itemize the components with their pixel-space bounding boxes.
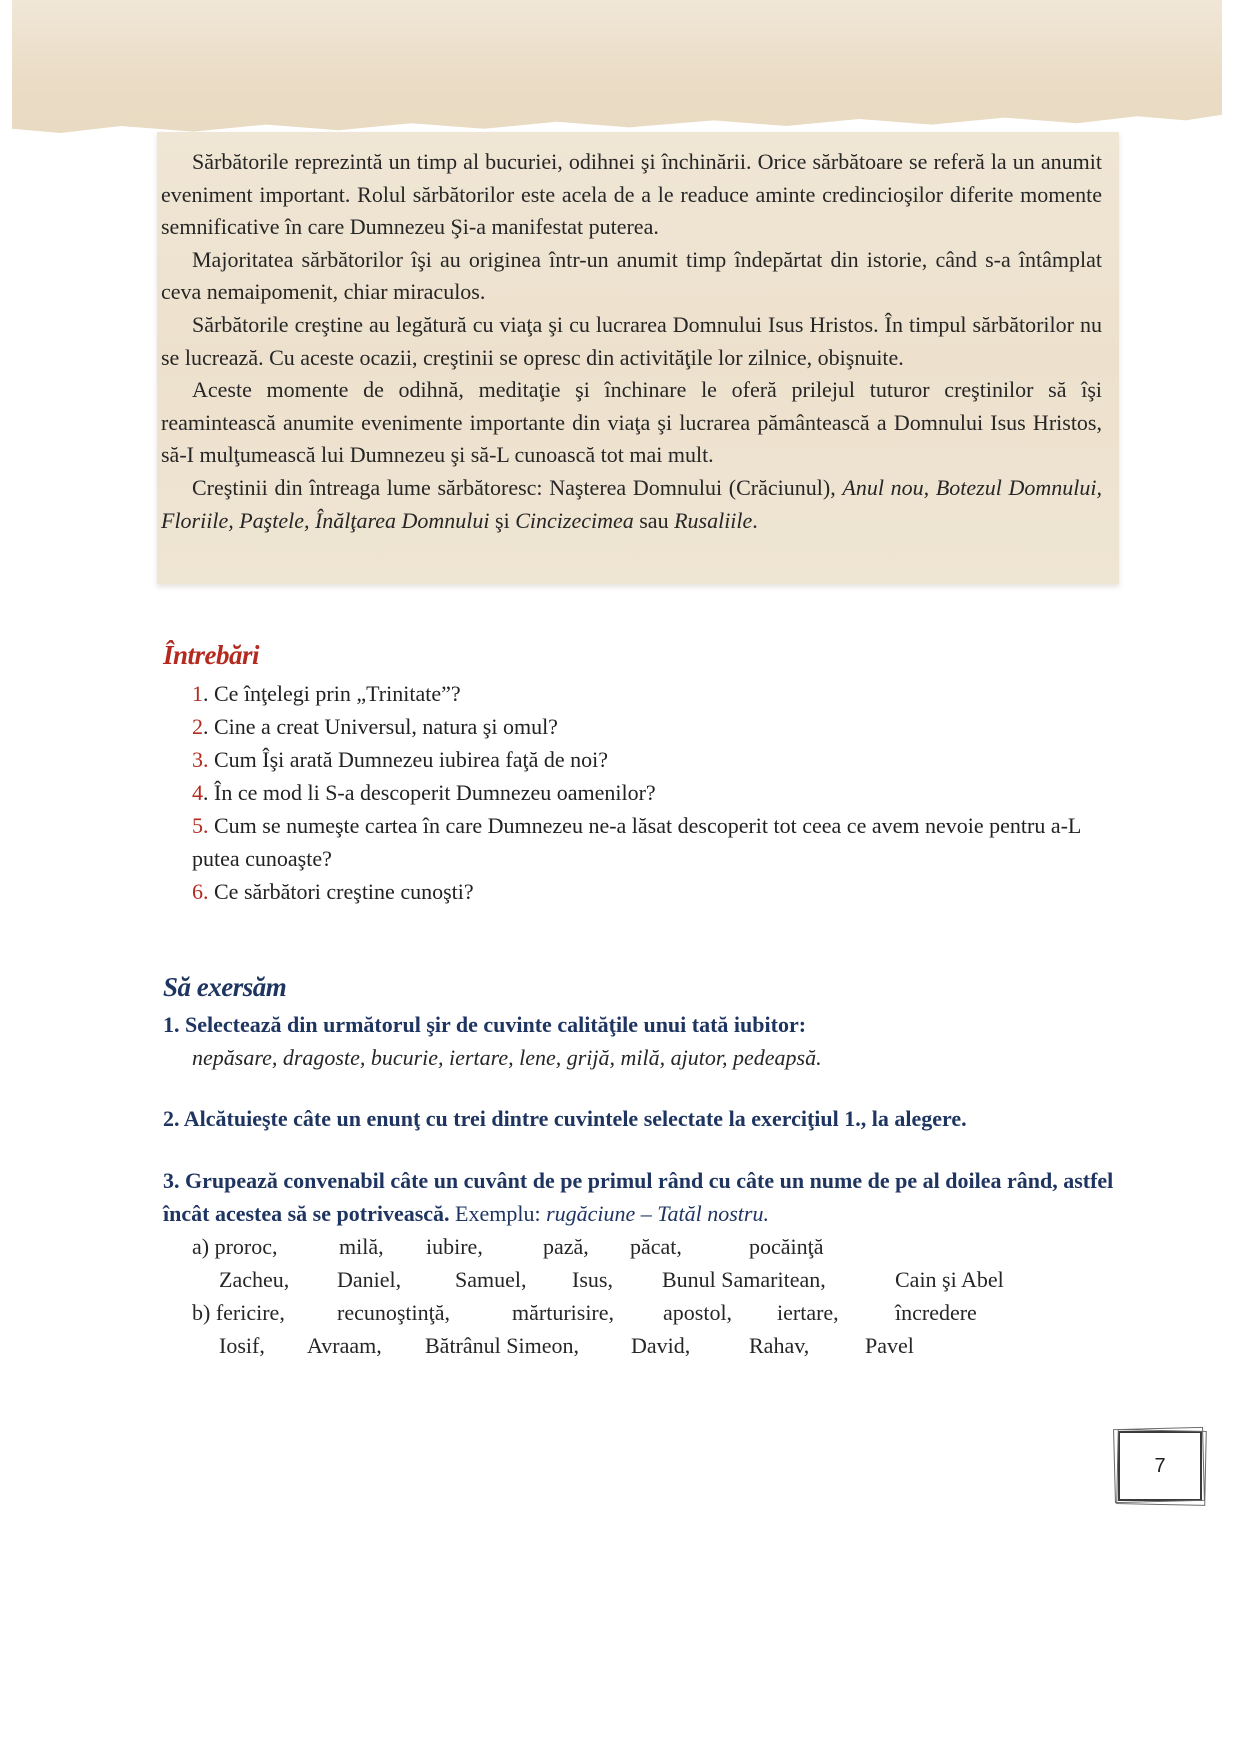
- word-cell: pocăinţă: [749, 1234, 824, 1259]
- word-cell: pază,: [543, 1234, 589, 1259]
- exercise-2-instruction: 2. Alcătuieşte câte un enunţ cu trei dintre cuvintele selectate la exerciţiul 1., la alegere.: [163, 1106, 967, 1131]
- exercise-1: [163, 1008, 1123, 1074]
- holiday-cincizecimea: Cincizecimea: [515, 507, 634, 533]
- name-cell: Bunul Samaritean,: [662, 1267, 826, 1292]
- questions-title: Întrebări: [163, 640, 260, 670]
- conjunction: sau: [633, 507, 675, 533]
- name-cell: Samuel,: [455, 1267, 527, 1292]
- word-cell: iubire,: [426, 1234, 483, 1259]
- name-cell: Iosif,: [219, 1333, 265, 1358]
- word-cell: iertare,: [777, 1300, 839, 1325]
- word-cell: b) fericire,: [192, 1300, 285, 1325]
- name-cell: Daniel,: [337, 1267, 402, 1292]
- question-item: [192, 776, 1112, 809]
- name-cell: Zacheu,: [219, 1267, 290, 1292]
- word-cell: mărturisire,: [512, 1300, 615, 1325]
- exercise-3: [163, 1164, 1123, 1230]
- reading-paragraph-1: Sărbătorile reprezintă un timp al bucuriei, odihnei şi închinării. Orice sărbătoare se referă la un anumit eveniment important. Rolul sărbătorilor este acela de a le readuce aminte credincioşilor diferite momente semnificative în care Dumnezeu Şi-a manifestat puterea.: [161, 149, 1102, 240]
- question-text: Cum Îşi arată Dumnezeu iubirea faţă de noi?: [208, 747, 609, 772]
- exercise-1-words: nepăsare, dragoste, bucurie, iertare, lene, grijă, milă, ajutor, pedeapsă.: [192, 1045, 822, 1070]
- question-number: 4: [192, 780, 203, 805]
- exercise-1-instruction: 1. Selectează din următorul şir de cuvinte calităţile unui tată iubitor:: [163, 1012, 807, 1037]
- question-text: . Ce înţelegi prin „Trinitate”?: [203, 681, 461, 706]
- example-italic: rugăciune – Tatăl nostru.: [546, 1201, 769, 1226]
- question-text: Cum se numeşte cartea în care Dumnezeu ne-a lăsat descoperit tot ceea ce avem nevoie pentru a-L putea cunoaşte?: [192, 813, 1081, 871]
- exercise-3-instruction: [163, 1164, 1123, 1230]
- exercise-3-text: 3. Grupează convenabil câte un cuvânt de pe primul rând cu câte un nume de pe al doilea rând, astfel încât acestea să se potrivească.: [163, 1168, 1114, 1226]
- name-cell: Avraam,: [307, 1333, 382, 1358]
- word-cell: păcat,: [630, 1234, 682, 1259]
- name-cell: Isus,: [572, 1267, 613, 1292]
- reading-paragraph-2: Majoritatea sărbătorilor îşi au originea într-un anumit timp îndepărtat din istorie, când s-a întâmplat ceva nemaipomenit, chiar miraculos.: [161, 246, 1102, 305]
- example-text: [546, 1201, 769, 1226]
- reading-paragraph-5: [161, 472, 1102, 537]
- conjunction: şi: [489, 507, 516, 533]
- question-text: Ce sărbători creştine cunoşti?: [208, 879, 474, 904]
- period: .: [752, 507, 758, 533]
- reading-paragraph-4: Aceste momente de odihnă, meditaţie şi închinare le oferă prilejul tuturor creştinilor să îşi reamintească anumite evenimente importante din viaţa şi lucrarea pământească a Domnului Isus Hristos, să-I mulţumească lui Dumnezeu şi să-L cunoască tot mai mult.: [161, 377, 1102, 468]
- questions-list: [192, 677, 1112, 908]
- exercise-2: [163, 1102, 1123, 1135]
- holidays-list: Anul nou, Botezul Domnului, Floriile, Paştele, Înălţarea Domnului: [161, 474, 1103, 533]
- word-cell: recunoştinţă,: [337, 1300, 451, 1325]
- question-item: [192, 875, 1112, 908]
- example-label: Exemplu:: [449, 1201, 547, 1226]
- word-cell: milă,: [339, 1234, 384, 1259]
- word-cell: încredere: [895, 1300, 977, 1325]
- question-item: [192, 809, 1112, 875]
- question-item: [192, 677, 1112, 710]
- paper-header-decoration: [12, 0, 1222, 140]
- page-number: 7: [1154, 1454, 1166, 1477]
- name-cell: Rahav,: [749, 1333, 810, 1358]
- question-number: 3.: [192, 747, 209, 772]
- word-cell: a) proroc,: [192, 1234, 278, 1259]
- reading-text: [161, 146, 1102, 537]
- question-number: 6.: [192, 879, 209, 904]
- question-number: 1: [192, 681, 203, 706]
- name-cell: Pavel: [865, 1333, 914, 1358]
- page-number-box: [1118, 1431, 1202, 1501]
- question-item: [192, 743, 1112, 776]
- question-text: . Cine a creat Universul, natura şi omul?: [203, 714, 558, 739]
- question-text: . În ce mod li S-a descoperit Dumnezeu oamenilor?: [203, 780, 656, 805]
- reading-paragraph-3: Sărbătorile creştine au legătură cu viaţa şi cu lucrarea Domnului Isus Hristos. În timpul sărbătorilor nu se lucrează. Cu aceste ocazii, creştinii se opresc din activităţile lor zilnice, obişnuite.: [161, 311, 1102, 370]
- question-number: 5.: [192, 813, 209, 838]
- holiday-rusaliile: Rusaliile: [674, 507, 753, 533]
- question-item: [192, 710, 1112, 743]
- holidays-intro: Creştinii din întreaga lume sărbătoresc: Naşterea Domnului (Crăciunul),: [192, 474, 843, 500]
- question-number: 2: [192, 714, 203, 739]
- exercises-title: Să exersăm: [163, 972, 287, 1002]
- name-cell: David,: [631, 1333, 691, 1358]
- name-cell: Cain şi Abel: [895, 1267, 1004, 1292]
- name-cell: Bătrânul Simeon,: [425, 1333, 579, 1358]
- word-cell: apostol,: [663, 1300, 733, 1325]
